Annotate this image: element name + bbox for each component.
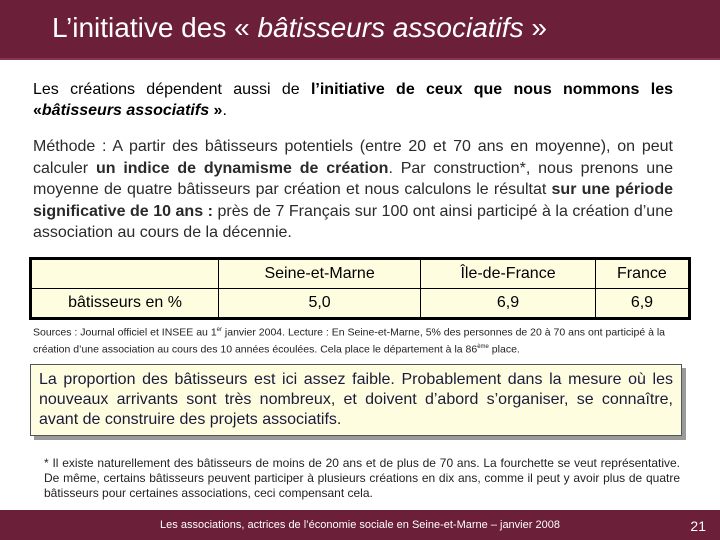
page-number: 21 bbox=[690, 518, 706, 534]
sources-text-end: place. bbox=[488, 343, 520, 355]
method-paragraph bbox=[33, 136, 673, 244]
table-header-cell bbox=[31, 259, 219, 289]
row-label: bâtisseurs en % bbox=[31, 289, 219, 319]
title-suffix: » bbox=[523, 12, 547, 43]
title-italic: bâtisseurs associatifs bbox=[257, 12, 524, 43]
sources-text-mid: janvier 2004. Lecture : En Seine-et-Marne, 5% des personnes de 20 à 70 ans ont participé à la création d’une association au cours des 10 années écoulées. Cela place le département à la 86 bbox=[33, 326, 666, 355]
method-text-3: près de 7 Français sur 100 ont ainsi participé à la création d’une association au cours de la décennie. bbox=[33, 202, 673, 241]
footer-text: Les associations, actrices de l’économie sociale en Seine-et-Marne – janvier 2008 bbox=[160, 519, 560, 531]
table-header-cell: France bbox=[595, 259, 689, 289]
intro-bold-italic: bâtisseurs associatifs bbox=[41, 102, 210, 119]
intro-bold-text: l’initiative de ceux que nous nommons les « bbox=[33, 81, 673, 119]
table-header-row bbox=[31, 259, 690, 289]
sources-sup-2: ème bbox=[477, 343, 489, 350]
method-text-2: . Par construction*, nous prenons une moyenne de quatre bâtisseurs par création et nous calculons le résultat bbox=[33, 159, 674, 198]
method-bold-2: sur une période significative de 10 ans : bbox=[33, 181, 673, 220]
method-bold-1: un indice de dynamisme de création bbox=[95, 159, 389, 177]
intro-text-start: Les créations dépendent aussi de bbox=[33, 81, 311, 98]
table-cell: 6,9 bbox=[595, 289, 689, 319]
conclusion-text: La proportion des bâtisseurs est ici assez faible. Probablement dans la mesure où les nouveaux arrivants sont très nombreux, et doivent d’abord s’organiser, se connaître, avant de construire des projets associatifs. bbox=[39, 371, 673, 428]
intro-text-end: . bbox=[222, 102, 227, 119]
method-text-1: Méthode : A partir des bâtisseurs potentiels (entre 20 et 70 ans en moyenne), on peut calculer bbox=[33, 138, 673, 177]
statistics-table bbox=[29, 257, 691, 320]
footer-bar bbox=[0, 510, 720, 540]
footnote bbox=[44, 456, 680, 501]
intro-paragraph bbox=[33, 79, 673, 121]
table-cell: 6,9 bbox=[421, 289, 596, 319]
table-row bbox=[31, 289, 690, 319]
footnote-text: * Il existe naturellement des bâtisseurs de moins de 20 ans et de plus de 70 ans. La fourchette se veut représentative. De même, certains bâtisseurs peuvent participer à plusieurs créations en dix ans, comme il peut y avoir plus de quatre bâtisseurs pour certaines associations, ceci compensant cela. bbox=[44, 456, 680, 500]
title-prefix: L’initiative des « bbox=[52, 12, 258, 43]
table-header-cell: Seine-et-Marne bbox=[219, 259, 421, 289]
sources-note bbox=[33, 323, 693, 356]
sources-sup-1: er bbox=[216, 327, 222, 333]
slide-title bbox=[52, 12, 547, 44]
sources-text-start: Sources : Journal officiel et INSEE au 1 bbox=[33, 326, 217, 339]
title-bar bbox=[0, 0, 720, 60]
conclusion-box bbox=[30, 364, 682, 436]
table-cell: 5,0 bbox=[219, 289, 421, 319]
intro-bold-end: » bbox=[209, 102, 223, 119]
table-header-cell: Île-de-France bbox=[421, 259, 596, 289]
